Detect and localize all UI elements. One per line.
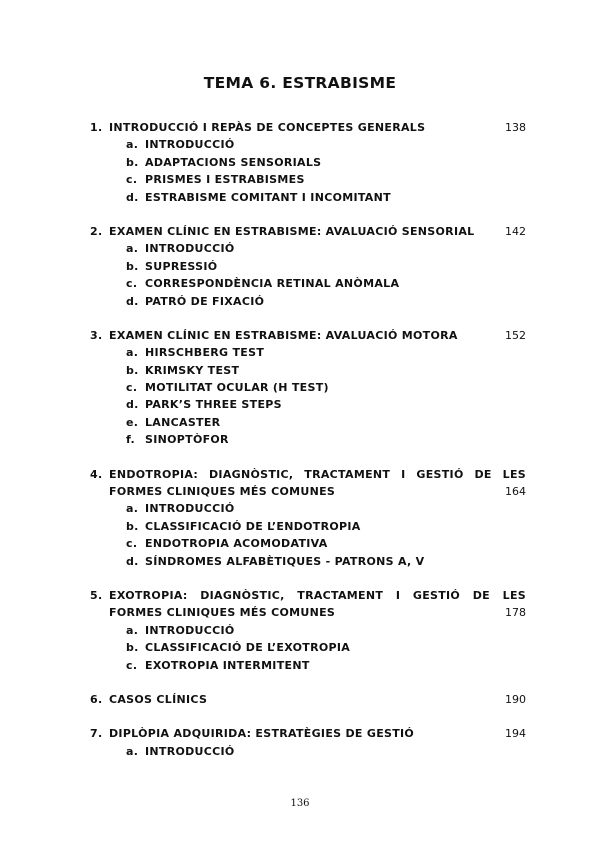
section-number: 3. <box>90 328 103 342</box>
item-letter: d. <box>126 398 139 412</box>
page-number: 142 <box>505 224 526 238</box>
item-letter: d. <box>126 190 139 204</box>
toc-subentry[interactable] <box>90 362 526 379</box>
toc-subentry[interactable] <box>90 258 526 275</box>
page-number: 190 <box>505 692 526 706</box>
item-text: INTRODUCCIÓ <box>145 138 235 152</box>
toc-subentry[interactable] <box>90 639 526 656</box>
item-text: ENDOTROPIA ACOMODATIVA <box>145 537 328 551</box>
item-text: INTRODUCCIÓ <box>145 623 235 637</box>
item-text: INTRODUCCIÓ <box>145 502 235 516</box>
item-letter: d. <box>126 294 139 308</box>
item-text: MOTILITAT OCULAR (H TEST) <box>145 381 329 395</box>
item-text: INTRODUCCIÓ <box>145 242 235 256</box>
item-text: PARK’S THREE STEPS <box>145 398 282 412</box>
section-number: 4. <box>90 467 103 481</box>
item-letter: a. <box>126 346 139 360</box>
page-title: TEMA 6. ESTRABISME <box>203 74 397 92</box>
section-title: DIPLÒPIA ADQUIRIDA: ESTRATÈGIES DE GESTIÓ <box>109 727 415 741</box>
item-letter: c. <box>126 277 138 291</box>
item-letter: b. <box>126 363 139 377</box>
toc-entry-continued[interactable] <box>90 604 526 621</box>
item-letter: a. <box>126 138 139 152</box>
item-text: EXOTROPIA INTERMITENT <box>145 658 310 672</box>
toc-subentry[interactable] <box>90 500 526 517</box>
item-text: HIRSCHBERG TEST <box>145 346 265 360</box>
page-number: 138 <box>505 121 526 134</box>
toc-subentry[interactable] <box>90 518 526 535</box>
section-title-continued: FORMES CLINIQUES MÉS COMUNES <box>109 485 336 499</box>
toc-subentry[interactable] <box>90 240 526 257</box>
page-number: 164 <box>505 485 526 499</box>
toc-subentry[interactable] <box>90 154 526 171</box>
section-title: ENDOTROPIA: DIAGNÒSTIC, TRACTAMENT I GESTIÓ DE LES <box>109 467 526 481</box>
section-title: CASOS CLÍNICS <box>109 692 208 706</box>
toc-section-7 <box>90 725 526 760</box>
toc-subentry[interactable] <box>90 379 526 396</box>
item-letter: a. <box>126 623 139 637</box>
section-title: EXOTROPIA: DIAGNÒSTIC, TRACTAMENT I GESTIÓ DE LES <box>109 588 526 602</box>
toc-section-1 <box>90 119 526 206</box>
toc-subentry[interactable] <box>90 189 526 206</box>
item-text: SÍNDROMES ALFABÈTIQUES - PATRONS A, V <box>145 554 425 568</box>
item-letter: c. <box>126 658 138 672</box>
toc-subentry[interactable] <box>90 293 526 310</box>
page-number: 152 <box>505 328 526 342</box>
item-text: INTRODUCCIÓ <box>145 744 235 758</box>
toc-section-4 <box>90 466 526 570</box>
item-letter: a. <box>126 502 139 516</box>
toc-subentry[interactable] <box>90 171 526 188</box>
toc-entry-continued[interactable] <box>90 483 526 500</box>
toc-subentry[interactable] <box>90 743 526 760</box>
item-letter: c. <box>126 537 138 551</box>
item-letter: a. <box>126 744 139 758</box>
toc-subentry[interactable] <box>90 553 526 570</box>
toc-section-5 <box>90 587 526 674</box>
toc-subentry[interactable] <box>90 657 526 674</box>
toc-subentry[interactable] <box>90 275 526 292</box>
item-text: CLASSIFICACIÓ DE L’EXOTROPIA <box>145 641 351 655</box>
section-number: 7. <box>90 727 103 741</box>
section-title: EXAMEN CLÍNIC EN ESTRABISME: AVALUACIÓ MOTORA <box>109 328 458 342</box>
toc-entry[interactable] <box>90 587 526 604</box>
toc-subentry[interactable] <box>90 535 526 552</box>
item-text: LANCASTER <box>145 415 221 429</box>
page-number: 194 <box>505 727 526 741</box>
item-text: ESTRABISME COMITANT I INCOMITANT <box>145 190 391 204</box>
item-letter: c. <box>126 381 138 395</box>
item-text: SUPRESSIÓ <box>145 259 218 273</box>
item-letter: e. <box>126 415 139 429</box>
item-letter: c. <box>126 173 138 187</box>
toc-entry[interactable] <box>90 725 526 742</box>
toc-subentry[interactable] <box>90 344 526 361</box>
toc-entry[interactable] <box>90 327 526 344</box>
toc-subentry[interactable] <box>90 136 526 153</box>
item-letter: d. <box>126 554 139 568</box>
toc-entry[interactable] <box>90 223 526 240</box>
section-number: 2. <box>90 224 103 238</box>
section-title: EXAMEN CLÍNIC EN ESTRABISME: AVALUACIÓ SENSORIAL <box>109 224 475 238</box>
item-text: CORRESPONDÈNCIA RETINAL ANÒMALA <box>145 277 400 291</box>
toc-section-3 <box>90 327 526 449</box>
item-letter: a. <box>126 242 139 256</box>
toc-entry[interactable] <box>90 119 526 136</box>
section-number: 5. <box>90 588 103 602</box>
toc-section-6 <box>90 691 526 708</box>
item-text: SINOPTÒFOR <box>145 433 229 447</box>
footer-page-number: 136 <box>290 798 310 809</box>
page-number: 178 <box>505 606 526 620</box>
toc-entry[interactable] <box>90 466 526 483</box>
table-of-contents <box>90 119 526 777</box>
section-title: INTRODUCCIÓ I REPÀS DE CONCEPTES GENERALS <box>109 121 426 134</box>
item-letter: b. <box>126 155 139 169</box>
item-letter: b. <box>126 259 139 273</box>
toc-section-2 <box>90 223 526 310</box>
toc-subentry[interactable] <box>90 414 526 431</box>
item-text: KRIMSKY TEST <box>145 363 240 377</box>
item-text: CLASSIFICACIÓ DE L’ENDOTROPIA <box>145 519 361 533</box>
item-letter: b. <box>126 641 139 655</box>
item-letter: b. <box>126 519 139 533</box>
item-letter: f. <box>126 433 135 447</box>
toc-subentry[interactable] <box>90 396 526 413</box>
item-text: ADAPTACIONS SENSORIALS <box>145 155 322 169</box>
item-text: PRISMES I ESTRABISMES <box>145 173 305 187</box>
toc-subentry[interactable] <box>90 622 526 639</box>
toc-subentry[interactable] <box>90 431 526 448</box>
section-number: 1. <box>90 121 103 134</box>
section-number: 6. <box>90 692 103 706</box>
toc-entry[interactable] <box>90 691 526 708</box>
item-text: PATRÓ DE FIXACIÓ <box>145 294 265 308</box>
section-title-continued: FORMES CLINIQUES MÉS COMUNES <box>109 606 336 620</box>
